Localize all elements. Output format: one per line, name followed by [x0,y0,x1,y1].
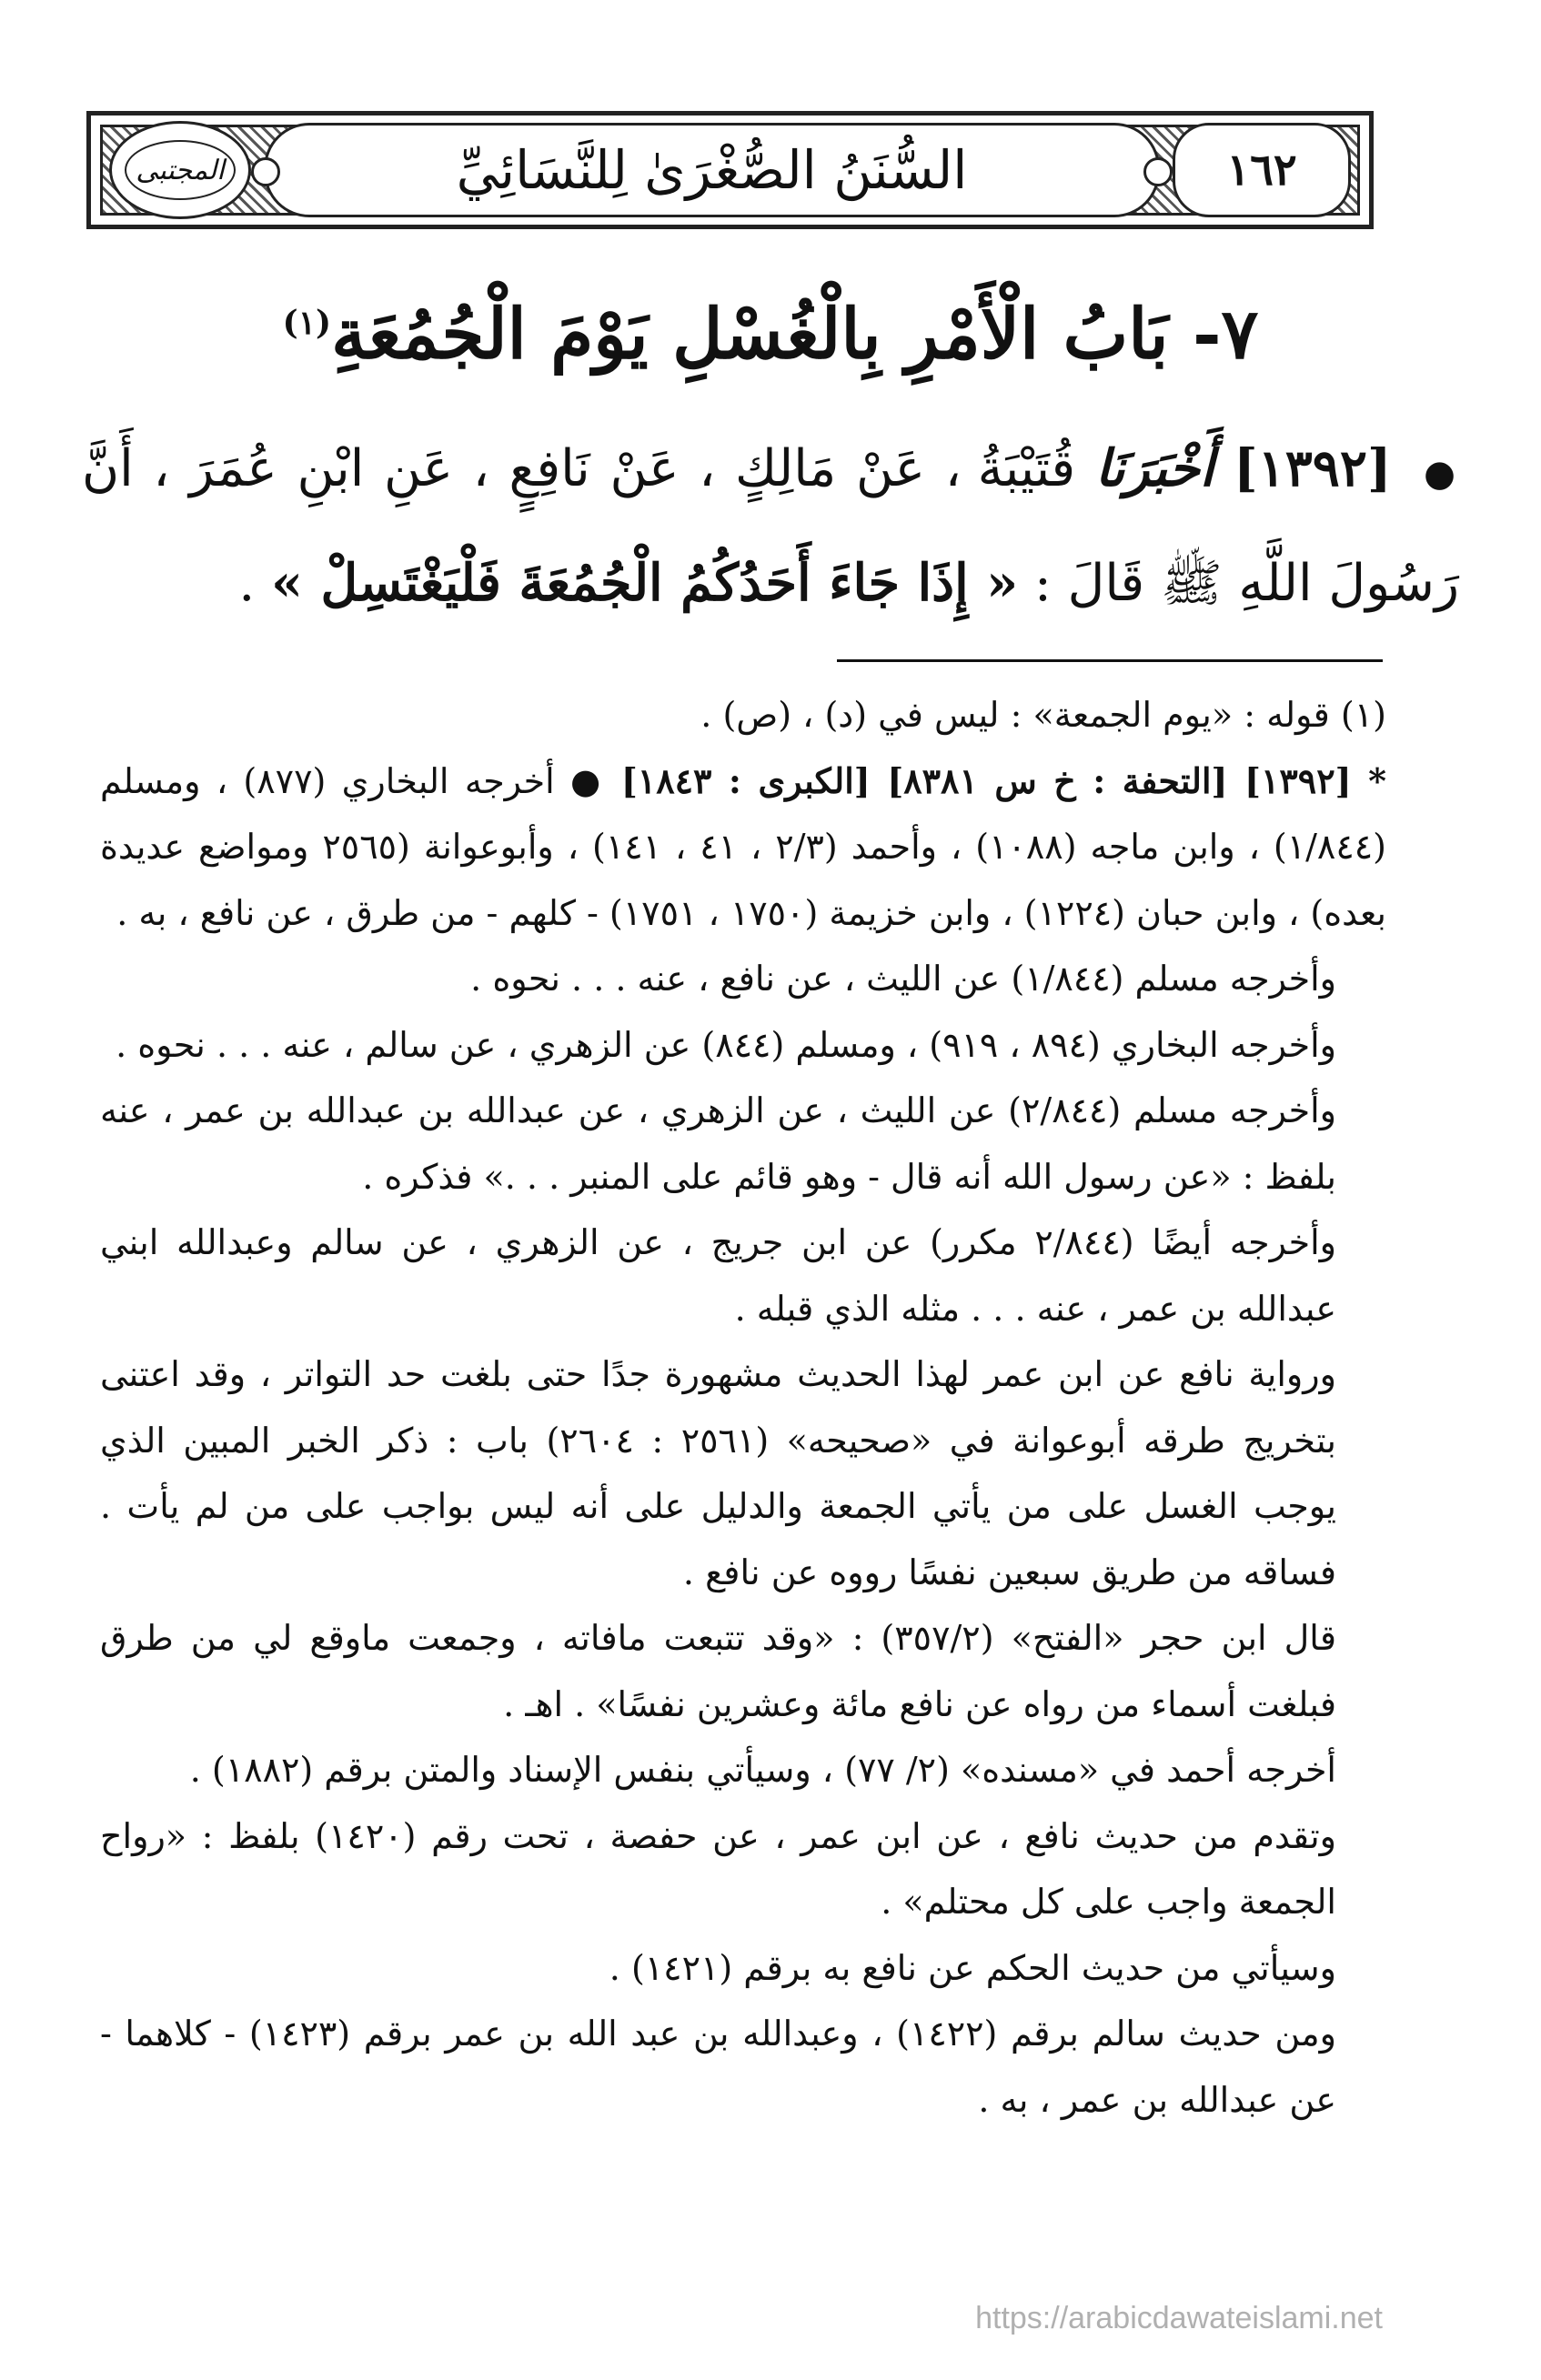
takhrij-note-paragraph: وتقدم من حديث نافع ، عن ابن عمر ، عن حفصة ، تحت رقم (١٤٢٠) بلفظ : «رواح الجمعة واجب على كل محتلم» . [100,1815,1336,1922]
takhrij-note-paragraph: وسيأتي من حديث الحكم عن نافع به برقم (١٤٢١) . [609,1947,1336,1988]
takhrij-note-paragraph: قال ابن حجر «الفتح» (٣٥٧/٢) : «وقد تتبعت مافاته ، وجمعت ماوقع لي من طرق فبلغت أسماء من رواه عن نافع مائة وعشرين نفسًا» . اهـ . [100,1618,1337,1724]
takhrij-note-paragraph: وأخرجه أيضًا (٢/٨٤٤ مكرر) عن ابن جريج ، عن الزهري ، عن سالم وعبدالله ابني عبدالله بن عمر ، عنه . . . مثله الذي قبله . [100,1222,1336,1329]
header-title-cartouche [264,123,1160,217]
takhrij-paragraph [100,748,1386,947]
hadith-akhbarana: أَخْبَرَنَا [1094,438,1214,498]
chapter-footnote-marker: (١) [282,304,332,342]
takhrij-note-paragraph: وأخرجه مسلم (١/٨٤٤) عن الليث ، عن نافع ، عنه . . . نحوه . [470,959,1336,999]
seal-oval [125,140,236,200]
watermark-url: https://arabicdawateislami.net [975,2301,1383,2335]
footnote-divider [837,659,1383,662]
takhrij-note-paragraph: ورواية نافع عن ابن عمر لهذا الحديث مشهورة جدًا حتى بلغت حد التواتر ، وقد اعتنى بتخريج طرقه أبوعوانة في «صحيحه» (٢٥٦١ : ٢٦٠٤) باب : ذكر الخبر المبين الذي يوجب الغسل على من يأتي الجمعة والدليل على أنه ليس بواجب على من لم يأت . فساقه من طريق سبعين نفسًا رووه عن نافع . [100,1354,1336,1592]
hadith-bullet: ● [1424,453,1459,495]
footnotes-section [100,682,1386,2133]
page-number: ١٦٢ [1173,123,1351,217]
hadith-number: [١٣٩٢] [1234,438,1392,498]
ornament-knot-icon [251,157,280,186]
hadith-isnad: قُتَيْبَةُ ، عَنْ مَالِكٍ ، عَنْ نَافِعٍ ، عَنِ ابْنِ عُمَرَ ، أَنَّ رَسُولَ اللَّهِ ﷺ [82,439,1459,613]
header-seal-emblem [109,121,251,219]
takhrij-note-paragraph: وأخرجه مسلم (٢/٨٤٤) عن الليث ، عن الزهري ، عن عبدالله بن عبدالله بن عمر ، عنه بلفظ : «عن رسول الله أنه قال - وهو قائم على المنبر . . .» فذكره . [100,1090,1337,1197]
page-header-frame [86,111,1374,229]
hadith-matn: « إِذَا جَاءَ أَحَدُكُمُ الْجُمُعَةَ فَلْيَغْتَسِلْ » [270,553,1019,613]
takhrij-note-paragraph: أخرجه أحمد في «مسنده» (٢/ ٧٧) ، وسيأتي بنفس الإسناد والمتن برقم (١٨٨٢) . [189,1750,1336,1790]
hadith-qala: قَالَ : [1033,554,1145,613]
takhrij-reference: * [١٣٩٢] [التحفة : خ س ٨٣٨١] [الكبرى : ١٨٤٣] [620,759,1386,801]
hadith-text [82,414,1459,638]
chapter-title-text: ٧- بَابُ الْأَمْرِ بِالْغُسْلِ يَوْمَ الْجُمُعَةِ [331,293,1259,375]
ornament-knot-icon [1143,157,1173,186]
chapter-heading [164,273,1377,373]
takhrij-bullet: ● [570,759,606,801]
book-title: السُّنَنُ الصُّغْرَىٰ لِلنَّسَائِيِّ [456,139,968,201]
seal-text: المجتبى [136,154,225,186]
footnote-1: (١) قوله : «يوم الجمعة» : ليس في (د) ، (ص) . [700,695,1386,735]
takhrij-main: أخرجه البخاري (٨٧٧) ، ومسلم (١/٨٤٤) ، وابن ماجه (١٠٨٨) ، وأحمد (٢/٣ ، ٤١ ، ١٤١) ، وأبوعوانة (٢٥٦٥ ومواضع عديدة بعده) ، وابن حبان (١٢٢٤) ، وابن خزيمة (١٧٥٠ ، ١٧٥١) - كلهم - من طرق ، عن نافع ، به . [100,760,1386,933]
hadith-end: . [238,554,256,613]
takhrij-note-paragraph: وأخرجه البخاري (٨٩٤ ، ٩١٩) ، ومسلم (٨٤٤) عن الزهري ، عن سالم ، عنه . . . نحوه . [116,1024,1336,1065]
takhrij-note-paragraph: ومن حديث سالم برقم (١٤٢٢) ، وعبدالله بن عبد الله بن عمر برقم (١٤٢٣) - كلاهما - عن عبدالله بن عمر ، به . [100,2013,1337,2120]
